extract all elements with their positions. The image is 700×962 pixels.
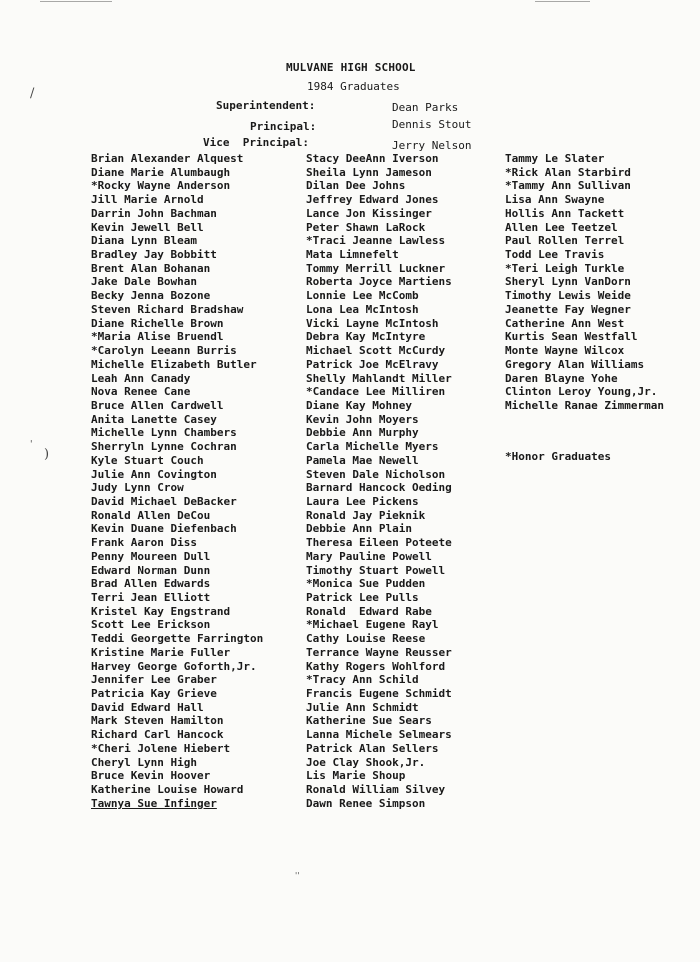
graduate-name: Pamela Mae Newell <box>306 453 419 467</box>
graduate-name: Teddi Georgette Farrington <box>91 632 264 646</box>
graduate-name: Cheryl Lynn High <box>91 755 197 769</box>
graduate-name: Daren Blayne Yohe <box>505 371 618 385</box>
vice-principal-label: Vice Principal: <box>203 136 309 149</box>
school-title: MULVANE HIGH SCHOOL <box>286 61 416 74</box>
graduate-name: Kevin Duane Diefenbach <box>91 522 237 536</box>
margin-mark-bracket: ) <box>44 447 50 462</box>
graduate-name: Michelle Elizabeth Butler <box>91 357 257 371</box>
graduate-name: Francis Eugene Schmidt <box>306 687 452 701</box>
graduate-name: Patrick Lee Pulls <box>306 591 419 604</box>
graduate-name: Hollis Ann Tackett <box>505 206 625 220</box>
graduate-name: *Monica Sue Pudden <box>306 577 426 591</box>
graduate-name: Julie Ann Covington <box>91 467 217 481</box>
graduate-name: Brad Allen Edwards <box>91 577 211 591</box>
graduate-name: Barnard Hancock Oeding <box>306 481 452 495</box>
graduate-name: Clinton Leroy Young,Jr. <box>505 385 658 399</box>
graduate-name: *Carolyn Leeann Burris <box>91 344 237 358</box>
scan-line-right <box>535 1 590 2</box>
graduate-name: Mary Pauline Powell <box>306 549 432 563</box>
graduate-name: Joe Clay Shook,Jr. <box>306 755 426 769</box>
graduate-name: Darrin John Bachman <box>91 206 217 220</box>
graduate-name: Ronald Jay Pieknik <box>306 508 426 522</box>
graduate-name: Diana Lynn Bleam <box>91 234 197 248</box>
graduate-name: Sherryln Lynne Cochran <box>91 440 237 454</box>
margin-mark-tick: ' <box>30 440 33 450</box>
principal-label: Principal: <box>250 120 317 133</box>
graduate-name: Harvey George Goforth,Jr. <box>91 659 257 673</box>
graduates-column-2 <box>306 152 452 811</box>
graduate-name: Kurtis Sean Westfall <box>505 330 638 344</box>
graduate-name: Laura Lee Pickens <box>306 494 419 508</box>
graduate-name: Timothy Lewis Weide <box>505 289 631 303</box>
graduate-name: *Rocky Wayne Anderson <box>91 179 231 193</box>
graduate-name: Anita Lanette Casey <box>91 412 217 426</box>
graduate-name: *Michael Eugene Rayl <box>306 618 439 632</box>
graduate-name: Richard Carl Hancock <box>91 728 224 742</box>
graduate-name: Kristine Marie Fuller <box>91 645 231 659</box>
principal-name: Dennis Stout <box>392 118 472 131</box>
graduate-name: Lonnie Lee McComb <box>306 289 419 303</box>
superintendent-label: Superintendent: <box>216 99 316 112</box>
graduate-name: Dawn Renee Simpson <box>306 796 426 810</box>
graduate-name: Penny Moureen Dull <box>91 549 211 563</box>
graduate-name: Dilan Dee Johns <box>306 179 406 193</box>
graduate-name: Lis Marie Shoup <box>306 769 406 783</box>
graduate-name: Patrick Alan Sellers <box>306 741 439 755</box>
graduate-name: Allen Lee Teetzel <box>505 220 618 234</box>
scan-line-left <box>40 1 112 2</box>
honor-graduates-note: *Honor Graduates <box>505 450 611 463</box>
graduate-name: Cathy Louise Reese <box>306 632 426 646</box>
graduate-name: Kyle Stuart Couch <box>91 453 204 467</box>
graduate-name: Bradley Jay Bobbitt <box>91 248 217 262</box>
graduate-name: Steven Dale Nicholson <box>306 467 446 481</box>
graduate-name: *Maria Alise Bruendl <box>91 330 224 344</box>
superintendent-name: Dean Parks <box>392 101 459 114</box>
graduate-name: Michael Scott McCurdy <box>306 344 446 358</box>
margin-mark-bottom: '' <box>295 871 300 880</box>
graduate-name: Jeanette Fay Wegner <box>505 302 631 316</box>
graduate-name: Katherine Louise Howard <box>91 783 244 797</box>
graduate-name: Diane Kay Mohney <box>306 398 412 412</box>
graduate-name: Stacy DeeAnn Iverson <box>306 152 439 165</box>
graduate-name: Julie Ann Schmidt <box>306 700 419 714</box>
graduate-name: Tommy Merrill Luckner <box>306 261 446 275</box>
graduate-name: Jake Dale Bowhan <box>91 275 197 289</box>
graduate-name: Kevin John Moyers <box>306 412 419 426</box>
graduate-name: Jeffrey Edward Jones <box>306 193 439 207</box>
graduate-name: *Teri Leigh Turkle <box>505 261 625 275</box>
graduate-name: Jill Marie Arnold <box>91 193 204 207</box>
graduate-name: Brian Alexander Alquest <box>91 152 244 165</box>
graduate-name: Nova Renee Cane <box>91 385 191 399</box>
graduate-name: Lona Lea McIntosh <box>306 302 419 316</box>
graduate-name: Kristel Kay Engstrand <box>91 604 231 618</box>
graduate-name: Lanna Michele Selmears <box>306 728 452 742</box>
graduate-name: Michelle Lynn Chambers <box>91 426 237 440</box>
graduate-name: Steven Richard Bradshaw <box>91 302 244 316</box>
graduate-name: Ronald Edward Rabe <box>306 604 432 618</box>
graduate-name: Peter Shawn LaRock <box>306 220 426 234</box>
graduate-name: Brent Alan Bohanan <box>91 261 211 275</box>
graduate-name: *Rick Alan Starbird <box>505 165 631 179</box>
graduate-name: Bruce Kevin Hoover <box>91 769 211 783</box>
graduate-name: *Cheri Jolene Hiebert <box>91 741 231 755</box>
graduate-name: Gregory Alan Williams <box>505 357 645 371</box>
graduate-name: Michelle Ranae Zimmerman <box>505 398 664 412</box>
graduate-name: Carla Michelle Myers <box>306 440 439 454</box>
graduate-name: Sheryl Lynn VanDorn <box>505 275 631 289</box>
graduate-name: *Traci Jeanne Lawless <box>306 234 446 248</box>
graduate-name: *Tammy Ann Sullivan <box>505 179 631 193</box>
graduate-name: Mark Steven Hamilton <box>91 714 224 728</box>
graduate-name: David Michael DeBacker <box>91 494 237 508</box>
graduates-column-3 <box>505 152 664 413</box>
graduate-name: Jennifer Lee Graber <box>91 673 217 687</box>
graduate-name: Diane Richelle Brown <box>91 316 224 330</box>
graduate-name: *Tracy Ann Schild <box>306 673 419 687</box>
graduate-name: Monte Wayne Wilcox <box>505 344 625 358</box>
graduate-name: Leah Ann Canady <box>91 371 191 385</box>
graduate-name: Lance Jon Kissinger <box>306 206 432 220</box>
graduate-name: Frank Aaron Diss <box>91 536 197 550</box>
graduate-name: Terri Jean Elliott <box>91 591 211 604</box>
graduate-name: Scott Lee Erickson <box>91 618 211 632</box>
graduates-year: 1984 Graduates <box>307 80 400 93</box>
vice-principal-name: Jerry Nelson <box>392 139 472 152</box>
graduate-name: Bruce Allen Cardwell <box>91 398 224 412</box>
graduate-name: Roberta Joyce Martiens <box>306 275 452 289</box>
graduate-name: Tammy Le Slater <box>505 152 605 165</box>
graduate-name: Ronald Allen DeCou <box>91 508 211 522</box>
graduate-name: Terrance Wayne Reusser <box>306 645 452 659</box>
graduate-name: Becky Jenna Bozone <box>91 289 211 303</box>
graduate-name: Sheila Lynn Jameson <box>306 165 432 179</box>
graduate-name: Paul Rollen Terrel <box>505 234 625 248</box>
graduate-name: Debbie Ann Murphy <box>306 426 419 440</box>
graduate-name: Judy Lynn Crow <box>91 481 184 495</box>
graduate-name: Kevin Jewell Bell <box>91 220 204 234</box>
graduate-name: Diane Marie Alumbaugh <box>91 165 231 179</box>
graduate-name: Vicki Layne McIntosh <box>306 316 439 330</box>
graduates-column-1 <box>91 152 263 811</box>
graduate-name: Todd Lee Travis <box>505 248 605 262</box>
graduate-name: Catherine Ann West <box>505 316 625 330</box>
graduate-name: Kathy Rogers Wohlford <box>306 659 446 673</box>
margin-mark-top: / <box>30 86 35 101</box>
graduate-name: Shelly Mahlandt Miller <box>306 371 452 385</box>
graduate-name: Debra Kay McIntyre <box>306 330 426 344</box>
graduate-name: Patrick Joe McElravy <box>306 357 439 371</box>
graduate-name: Ronald William Silvey <box>306 783 446 797</box>
graduate-name: Lisa Ann Swayne <box>505 193 605 207</box>
graduate-name: Patricia Kay Grieve <box>91 687 217 701</box>
graduate-name: Theresa Eileen Poteete <box>306 536 452 550</box>
graduate-name: *Candace Lee Milliren <box>306 385 446 399</box>
graduate-name: Debbie Ann Plain <box>306 522 412 536</box>
graduate-name: Tawnya Sue Infinger <box>91 796 217 810</box>
graduate-name: Timothy Stuart Powell <box>306 563 446 577</box>
graduate-name: Edward Norman Dunn <box>91 563 211 577</box>
graduate-name: David Edward Hall <box>91 700 204 714</box>
graduate-name: Katherine Sue Sears <box>306 714 432 728</box>
graduate-name: Mata Limnefelt <box>306 248 399 262</box>
